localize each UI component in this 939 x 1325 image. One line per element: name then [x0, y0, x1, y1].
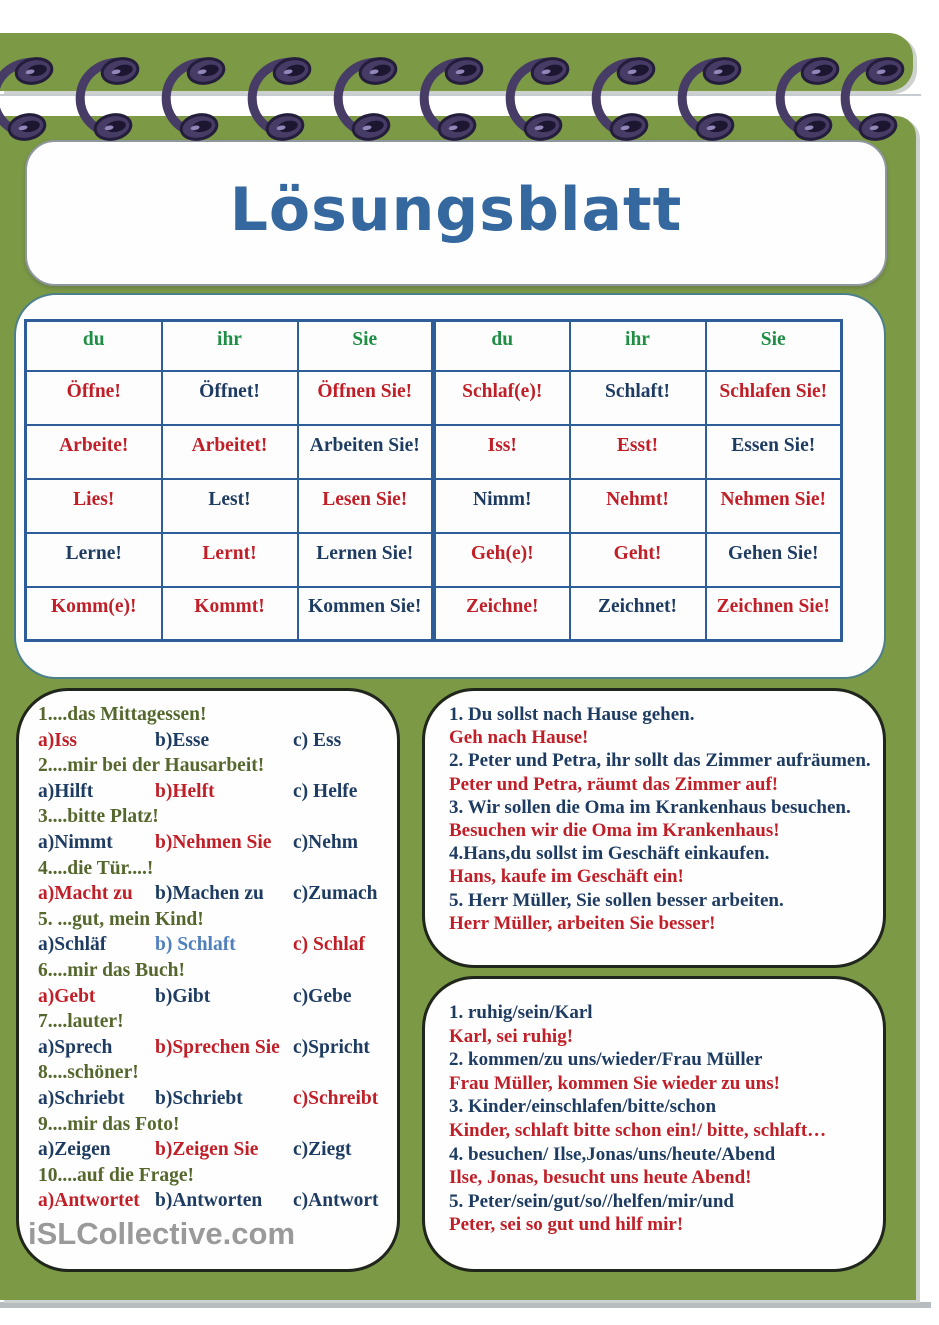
- quiz-option: b)Schriebt: [155, 1087, 243, 1109]
- watermark: iSLCollective.com: [28, 1216, 296, 1251]
- table-cell: Lernt!: [162, 533, 298, 587]
- table-panel: [14, 293, 886, 679]
- quiz-question: 4....die Tür....!: [38, 857, 154, 879]
- table-cell: Lesen Sie!: [298, 479, 434, 533]
- answer-line: 3. Wir sollen die Oma im Krankenhaus besuchen.: [449, 796, 851, 818]
- quiz-question: 6....mir das Buch!: [38, 959, 185, 981]
- quiz-options-row: [38, 881, 391, 907]
- quiz-option: a)Iss: [38, 729, 78, 751]
- quiz-option: a)Hilft: [38, 780, 94, 802]
- quiz-option: c)Antwort: [293, 1190, 379, 1212]
- quiz-option: b) Schlaft: [155, 934, 236, 956]
- quiz-question: 10....auf die Frage!: [38, 1164, 194, 1186]
- answer-line: 2. kommen/zu uns/wieder/Frau Müller: [449, 1049, 763, 1071]
- answer-line: Herr Müller, arbeiten Sie besser!: [449, 912, 716, 934]
- table-cell: Lerne!: [26, 533, 162, 587]
- table-cell: Gehen Sie!: [706, 533, 842, 587]
- quiz-option: c)Nehm: [293, 831, 358, 853]
- table-cell: Öffnet!: [162, 371, 298, 425]
- spiral-ring-icon: [596, 56, 656, 143]
- table-row: [26, 371, 842, 425]
- answers-top-panel: [422, 688, 886, 968]
- quiz-options-row: [38, 1086, 391, 1112]
- table-cell: Schlafen Sie!: [706, 371, 842, 425]
- quiz-option: c)Spricht: [293, 1036, 370, 1058]
- quiz-option: c)Ziegt: [293, 1139, 352, 1161]
- quiz-option: c) Schlaf: [293, 934, 366, 956]
- spiral-ring-icon: [338, 56, 398, 143]
- spiral-ring-icon: [780, 56, 840, 143]
- quiz-option: b)Gibt: [155, 985, 211, 1007]
- table-header-cell: ihr: [162, 321, 298, 371]
- quiz-panel: [16, 688, 400, 1272]
- quiz-option: a)Schläf: [38, 934, 107, 956]
- spiral-binding: [0, 0, 939, 160]
- quiz-options-row: [38, 779, 391, 805]
- table-cell: Arbeiten Sie!: [298, 425, 434, 479]
- page-title: Lösungsblatt: [229, 175, 683, 245]
- table-header-cell: Sie: [298, 321, 434, 371]
- table-cell: Geht!: [570, 533, 706, 587]
- spiral-ring-icon: [845, 56, 905, 143]
- quiz-options-row: [38, 984, 391, 1010]
- spiral-ring-icon: [80, 56, 140, 143]
- table-cell: Lernen Sie!: [298, 533, 434, 587]
- answer-line: 4.Hans,du sollst im Geschäft einkaufen.: [449, 843, 770, 865]
- table-cell: Lest!: [162, 479, 298, 533]
- spiral-ring-icon: [682, 56, 742, 143]
- quiz-option: a)Zeigen: [38, 1139, 111, 1161]
- table-cell: Nimm!: [434, 479, 570, 533]
- answer-line: 1. Du sollst nach Hause gehen.: [449, 704, 695, 725]
- table-row: [26, 533, 842, 587]
- quiz-options-row: [38, 1035, 391, 1061]
- answer-line: 1. ruhig/sein/Karl: [449, 1002, 593, 1023]
- quiz-options-row: [38, 1188, 391, 1214]
- imperative-table: [24, 319, 843, 642]
- table-header-cell: ihr: [570, 321, 706, 371]
- answer-line: Peter und Petra, räumt das Zimmer auf!: [449, 773, 779, 795]
- quiz-options-row: [38, 1137, 391, 1163]
- quiz-options-row: [38, 830, 391, 856]
- quiz-options-row: [38, 728, 391, 754]
- answer-line: Besuchen wir die Oma im Krankenhaus!: [449, 820, 780, 842]
- quiz-option: c) Ess: [293, 729, 342, 751]
- answer-line: Ilse, Jonas, besucht uns heute Abend!: [449, 1167, 752, 1189]
- quiz-question: 3....bitte Platz!: [38, 806, 159, 828]
- table-row: [26, 479, 842, 533]
- quiz-option: b)Antworten: [155, 1190, 263, 1212]
- answer-line: 4. besuchen/ Ilse,Jonas/uns/heute/Abend: [449, 1143, 776, 1165]
- table-cell: Nehmen Sie!: [706, 479, 842, 533]
- spiral-ring-icon: [252, 56, 312, 143]
- table-row: [26, 587, 842, 641]
- table-header-cell: du: [434, 321, 570, 371]
- table-cell: Essen Sie!: [706, 425, 842, 479]
- table-cell: Arbeite!: [26, 425, 162, 479]
- spiral-ring-icon: [0, 56, 54, 143]
- spiral-ring-icon: [510, 56, 570, 143]
- quiz-option: c)Gebe: [293, 985, 352, 1007]
- answer-line: Hans, kaufe im Geschäft ein!: [449, 866, 684, 888]
- quiz-option: b)Nehmen Sie: [155, 831, 272, 853]
- table-cell: Öffnen Sie!: [298, 371, 434, 425]
- answer-line: 5. Herr Müller, Sie sollen besser arbeiten.: [449, 889, 784, 911]
- table-cell: Zeichnet!: [570, 587, 706, 641]
- quiz-question: 2....mir bei der Hausarbeit!: [38, 755, 265, 777]
- answers-bottom-panel: [422, 976, 886, 1272]
- quiz-option: c) Helfe: [293, 780, 358, 802]
- spiral-ring-icon: [166, 56, 226, 143]
- table-header-cell: Sie: [706, 321, 842, 371]
- quiz-question: 8....schöner!: [38, 1062, 139, 1084]
- quiz-option: a)Gebt: [38, 985, 96, 1007]
- table-cell: Arbeitet!: [162, 425, 298, 479]
- spiral-ring-icon: [424, 56, 484, 143]
- table-cell: Iss!: [434, 425, 570, 479]
- quiz-option: a)Nimmt: [38, 831, 113, 853]
- table-header-row: [26, 321, 842, 371]
- title-panel: [25, 140, 887, 286]
- answer-line: Geh nach Hause!: [449, 727, 589, 749]
- quiz-option: a)Sprech: [38, 1036, 113, 1058]
- quiz-option: c)Schreibt: [293, 1087, 379, 1109]
- page-bottom-edge: [0, 1302, 931, 1308]
- answer-line: Peter, sei so gut und hilf mir!: [449, 1214, 684, 1236]
- table-cell: Esst!: [570, 425, 706, 479]
- answer-line: Karl, sei ruhig!: [449, 1025, 574, 1047]
- answer-line: 3. Kinder/einschlafen/bitte/schon: [449, 1096, 717, 1118]
- quiz-option: c)Zumach: [293, 883, 378, 905]
- answer-line: Kinder, schlaft bitte schon ein!/ bitte, schlaft…: [449, 1119, 827, 1141]
- table-cell: Komm(e)!: [26, 587, 162, 641]
- table-cell: Öffne!: [26, 371, 162, 425]
- table-cell: Zeichne!: [434, 587, 570, 641]
- table-cell: Kommt!: [162, 587, 298, 641]
- answer-line: 5. Peter/sein/gut/so//helfen/mir/und: [449, 1190, 734, 1212]
- quiz-question: 5. ...gut, mein Kind!: [38, 908, 204, 930]
- table-cell: Zeichnen Sie!: [706, 587, 842, 641]
- quiz-options-row: [38, 932, 391, 958]
- quiz-option: b)Zeigen Sie: [155, 1139, 259, 1161]
- table-cell: Schlaft!: [570, 371, 706, 425]
- table-cell: Lies!: [26, 479, 162, 533]
- quiz-option: a)Antwortet: [38, 1190, 140, 1212]
- quiz-question: 7....lauter!: [38, 1011, 124, 1033]
- quiz-question: 9....mir das Foto!: [38, 1113, 180, 1135]
- quiz-question: 1....das Mittagessen!: [38, 704, 207, 725]
- answer-line: Frau Müller, kommen Sie wieder zu uns!: [449, 1072, 780, 1094]
- quiz-option: a)Macht zu: [38, 883, 133, 905]
- table-row: [26, 425, 842, 479]
- quiz-option: b)Sprechen Sie: [155, 1036, 280, 1058]
- table-cell: Nehmt!: [570, 479, 706, 533]
- answer-line: 2. Peter und Petra, ihr sollt das Zimmer aufräumen.: [449, 750, 871, 772]
- table-cell: Kommen Sie!: [298, 587, 434, 641]
- table-header-cell: du: [26, 321, 162, 371]
- table-cell: Schlaf(e)!: [434, 371, 570, 425]
- table-cell: Geh(e)!: [434, 533, 570, 587]
- quiz-option: b)Helft: [155, 780, 215, 802]
- quiz-option: a)Schriebt: [38, 1087, 125, 1109]
- quiz-option: b)Machen zu: [155, 883, 264, 905]
- quiz-option: b)Esse: [155, 729, 210, 751]
